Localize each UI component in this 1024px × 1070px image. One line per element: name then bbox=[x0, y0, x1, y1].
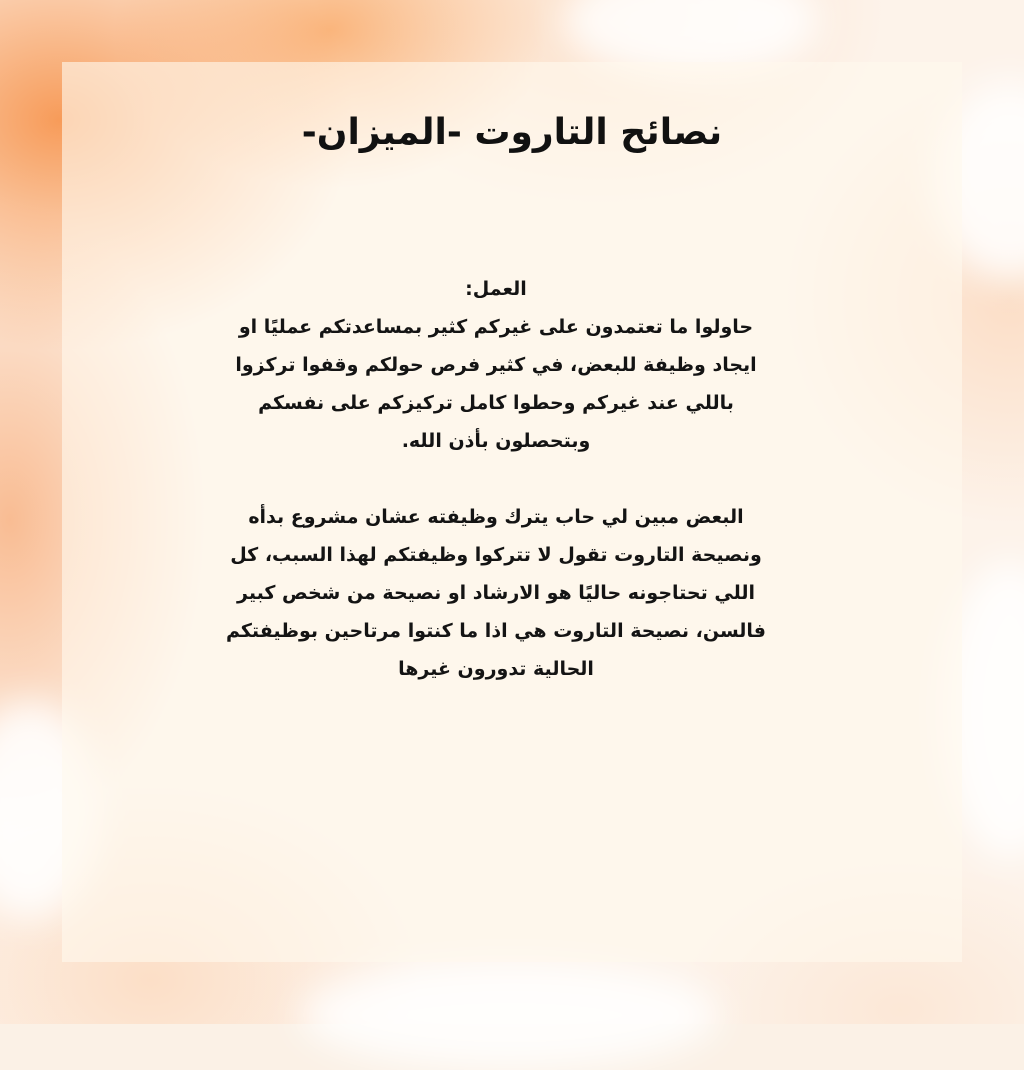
page-title: نصائح التاروت -الميزان- bbox=[301, 112, 723, 153]
background-cloud bbox=[300, 960, 720, 1070]
article-body bbox=[215, 270, 777, 688]
paragraph-spacer bbox=[215, 460, 777, 498]
section-label: العمل: bbox=[465, 278, 527, 300]
paragraph-2: البعض مبين لي حاب يترك وظيفته عشان مشروع بدأه ونصيحة التاروت تقول لا تتركوا وظيفتكم لهذا السبب، كل اللي تحتاجونه حاليًا هو الارشاد او نصيحة من شخص كبير فالسن، نصيحة التاروت هي اذا ما كنتوا مرتاحين بوظيفتكم الحالية تدورون غيرها bbox=[225, 506, 766, 680]
paragraph-1: حاولوا ما تعتمدون على غيركم كثير بمساعدتكم عمليًا او ايجاد وظيفة للبعض، في كثير فرص حولكم وقفوا تركزوا باللي عند غيركم وحطوا كامل تركيزكم على نفسكم وبتحصلون بأذن الله. bbox=[235, 316, 757, 452]
